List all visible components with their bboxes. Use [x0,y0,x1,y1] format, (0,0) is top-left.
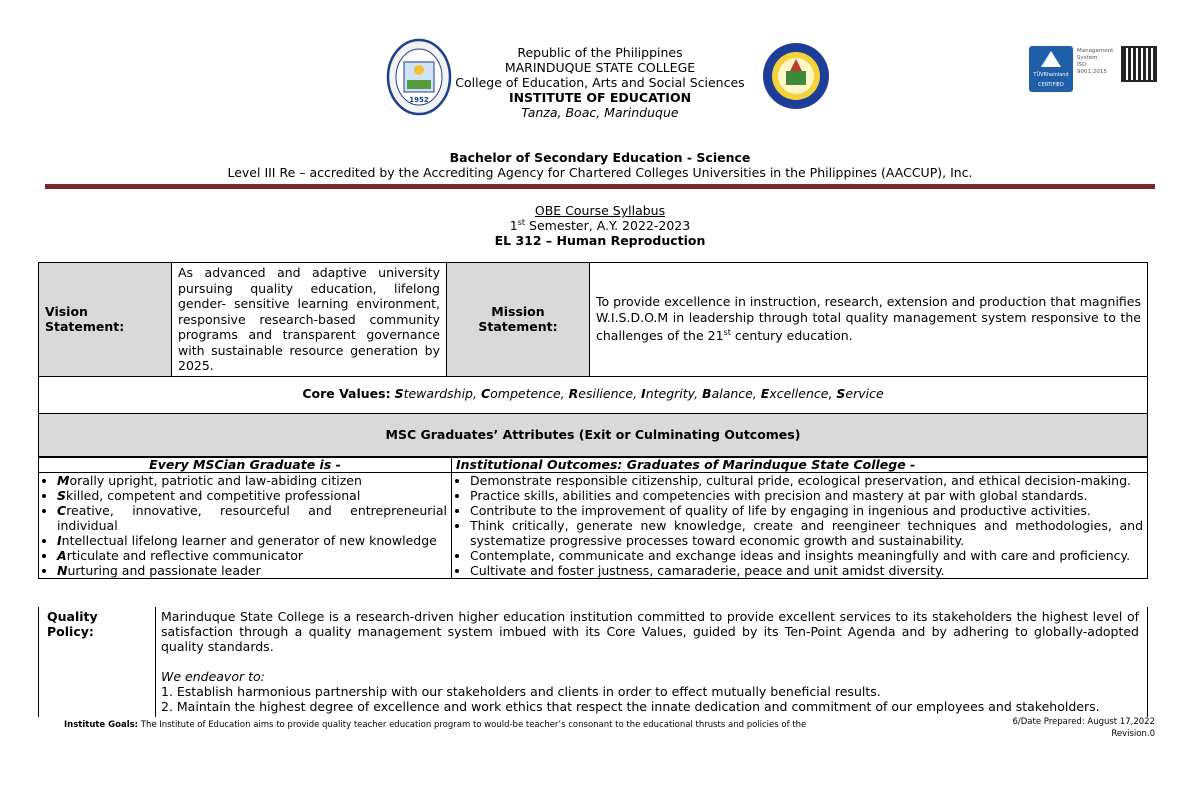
list-item: • Cultivate and foster justness, camaraderie, peace and unit amidst diversity. [470,563,1143,578]
institution-header [400,45,800,120]
quality-policy-divider [155,607,156,717]
accreditation-line: Level III Re – accredited by the Accrediting Agency for Chartered Colleges Universities in the Philippines (AACCUP), Inc. [227,165,973,180]
semester-line: 1st Semester, A.Y. 2022-2023 [509,218,691,234]
mscian-attributes-cell [39,473,452,579]
tuv-logo [1029,46,1073,92]
list-item: • Practice skills, abilities and competencies with precision and mastery at par with global standards. [470,488,1143,503]
list-item: • Contemplate, communicate and exchange ideas and insights meaningfully and with care and proficiency. [470,548,1143,563]
attributes-right-heading: Institutional Outcomes: Graduates of Marinduque State College - [452,458,1148,473]
institute-goals-line [64,720,984,731]
quality-policy-body [161,609,1139,714]
vision-label-cell [39,263,172,377]
attributes-title-row [38,414,1148,457]
vision-mission-table [38,262,1148,377]
list-item: • Creative, innovative, resourceful and entrepreneurial individual [57,503,447,533]
attributes-table [38,457,1148,579]
institute-goals-label: Institute Goals: [64,720,139,730]
list-item: • Intellectual lifelong learner and generator of new knowledge [57,533,447,548]
address: Tanza, Boac, Marinduque [521,105,679,120]
mission-label: Mission Statement: [478,303,558,335]
list-item: • Think critically, generate new knowledge, create and reengineer techniques and methodologies, and systematize progressive processes toward economic growth and sustainability. [470,518,1143,548]
iso-certification-badge [1029,46,1155,94]
list-item: • Morally upright, patriotic and law-abiding citizen [57,473,447,488]
tuv-triangle-icon [1041,51,1061,67]
quality-policy-text: Marinduque State College is a research-driven higher education institution committed to provide excellent services to its stakeholders the highest level of satisfaction through a quality management system imbued with its Core Values, guided by its Ten-Point Agenda and by adhering to globally-adopted quality standards. [161,609,1139,654]
endeavor-item: 1. Establish harmonious partnership with our stakeholders and clients in order to effect mutually beneficial results. [161,684,881,699]
iso-text: Management System ISO 9001:2015 [1077,48,1114,75]
core-values-row [38,375,1148,414]
endeavor-heading: We endeavor to: [161,669,265,684]
quality-policy-section [38,607,1148,717]
program-title: Bachelor of Secondary Education - Science [449,150,751,165]
tuv-label: TÜVRheinland [1033,72,1069,78]
institute-name: INSTITUTE OF EDUCATION [508,90,692,105]
republic-line: Republic of the Philippines [517,45,683,60]
core-values-list: Stewardship, Competence, Resilience, Integrity, Balance, Excellence, Service [394,386,884,401]
list-item: • Skilled, competent and competitive professional [57,488,447,503]
date-prepared: 6/Date Prepared: August 17,2022 [1012,717,1155,727]
attributes-left-heading: Every MSCian Graduate is - [39,458,452,473]
institute-goals-text: The Institute of Education aims to provide quality teacher education program to would-be teacher’s consonant to the educational thrusts and policies of the [140,720,807,730]
endeavor-item: 2. Maintain the highest degree of excellence and work ethics that respect the innate dedication and commitment of our employees and stakeholders. [161,699,1100,714]
mscian-attributes-list [43,473,447,578]
institutional-outcomes-list [456,473,1143,578]
list-item: • Nurturing and passionate leader [57,563,447,578]
tuv-certified-label: CERTIFIED [1038,82,1064,88]
college-unit: College of Education, Arts and Social Sciences [455,75,745,90]
vision-text: As advanced and adaptive university pursuing quality education, lifelong gender- sensitive learning environment, responsive research-based community programs and transparent governance with sustainable resource generation by 2025. [172,263,447,377]
vision-label: Vision Statement: [45,303,125,335]
qr-code-icon [1121,46,1157,82]
attributes-title: MSC Graduates’ Attributes (Exit or Culminating Outcomes) [385,427,801,442]
course-title: EL 312 – Human Reproduction [494,233,706,248]
list-item: • Articulate and reflective communicator [57,548,447,563]
mission-text: To provide excellence in instruction, research, extension and production that magnifies W.I.S.D.O.M in leadership through total quality management system responsive to the challenges of the 21st century education. [590,263,1148,377]
mission-label-cell [447,263,590,377]
header-rule [45,184,1155,189]
core-values-label: Core Values: [302,386,391,401]
college-name: MARINDUQUE STATE COLLEGE [504,60,696,75]
syllabus-type: OBE Course Syllabus [534,203,666,218]
svg-text:1952: 1952 [409,96,429,104]
revision: Revision.0 [1111,729,1155,739]
institutional-outcomes-cell [452,473,1148,579]
list-item: • Contribute to the improvement of quality of life by engaging in ingenious and productive activities. [470,503,1143,518]
list-item: • Demonstrate responsible citizenship, cultural pride, ecological preservation, and ethical decision-making. [470,473,1143,488]
quality-policy-label: Quality Policy: [47,609,98,639]
